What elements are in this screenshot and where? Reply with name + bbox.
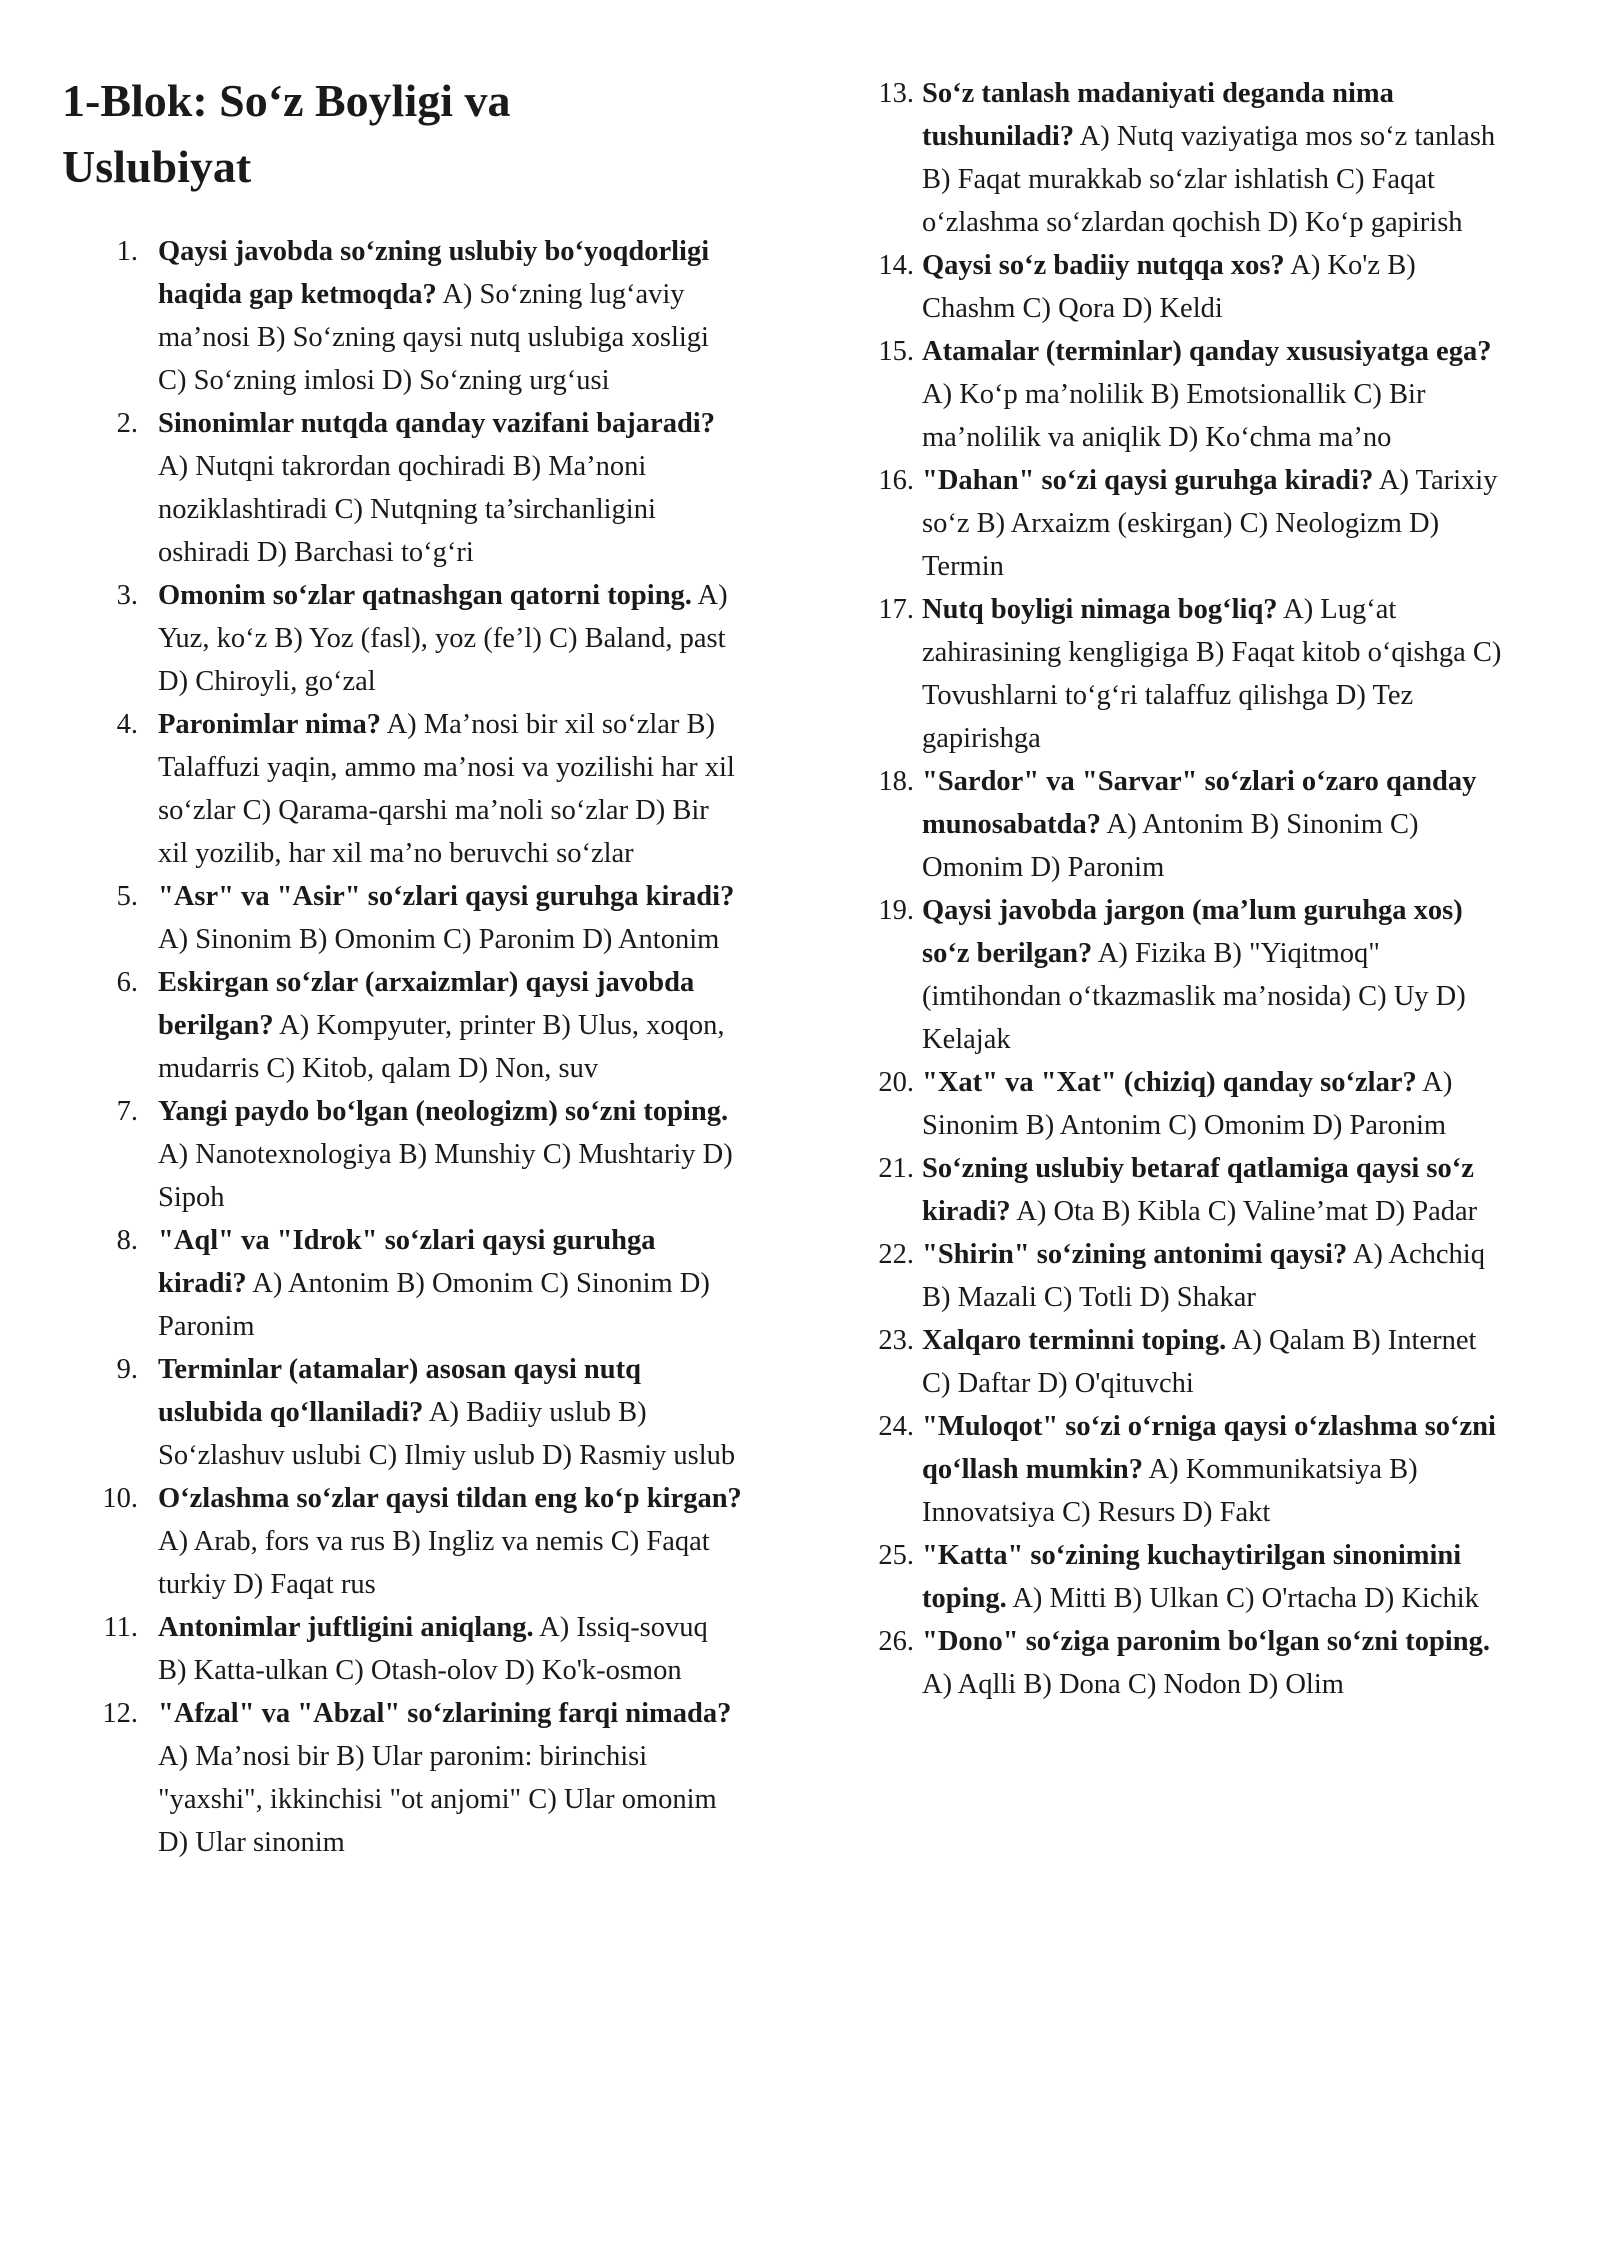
question-text: "Asr" va "Asir" so‘zlari qaysi guruhga kiradi? bbox=[158, 881, 735, 912]
question-options: A) Nutqni takrordan qochiradi B) Ma’noni noziklashtiradi C) Nutqning ta’sirchanligini oshiradi D) Barchasi to‘g‘ri bbox=[158, 451, 656, 568]
question-number: 17. bbox=[878, 594, 914, 625]
question-number: 16. bbox=[878, 465, 914, 496]
question-options: A) Ma’nosi bir xil so‘zlar B) Talaffuzi yaqin, ammo ma’nosi va yozilishi har xil so‘zlar C) Qarama-qarshi ma’noli so‘zlar D) Bir xil yozilib, har xil ma’no beruvchi so‘zlar bbox=[158, 709, 735, 869]
question-options: A) Nanotexnologiya B) Munshiy C) Mushtariy D) Sipoh bbox=[158, 1139, 733, 1213]
question-text: "Afzal" va "Abzal" so‘zlarining farqi nimada? bbox=[158, 1698, 732, 1729]
question-options: A) Aqlli B) Dona C) Nodon D) Olim bbox=[922, 1669, 1344, 1700]
question-options: A) So‘zning lug‘aviy ma’nosi B) So‘zning qaysi nutq uslubiga xosligi C) So‘zning imlosi D) So‘zning urg‘usi bbox=[158, 279, 709, 396]
question-options: A) Kompyuter, printer B) Ulus, xoqon, mudarris C) Kitob, qalam D) Non, suv bbox=[158, 1010, 725, 1084]
question-item bbox=[870, 1620, 1510, 1706]
question-item bbox=[62, 1477, 742, 1606]
question-item bbox=[62, 402, 742, 574]
question-text: Xalqaro terminni toping. bbox=[922, 1325, 1227, 1356]
question-list-left bbox=[62, 230, 742, 1864]
question-item bbox=[870, 1147, 1510, 1233]
question-item bbox=[870, 1319, 1510, 1405]
question-text: Yangi paydo bo‘lgan (neologizm) so‘zni toping. bbox=[158, 1096, 729, 1127]
right-column bbox=[870, 0, 1510, 1706]
question-text: Sinonimlar nutqda qanday vazifani bajaradi? bbox=[158, 408, 715, 439]
question-number: 22. bbox=[878, 1239, 914, 1270]
question-options: A) Mitti B) Ulkan C) O'rtacha D) Kichik bbox=[1012, 1583, 1479, 1614]
question-number: 5. bbox=[116, 881, 138, 912]
question-text: So‘z tanlash madaniyati deganda nima tushuniladi? bbox=[922, 78, 1394, 152]
question-text: "Muloqot" so‘zi o‘rniga qaysi o‘zlashma so‘zni qo‘llash mumkin? bbox=[922, 1411, 1496, 1485]
question-number: 13. bbox=[878, 78, 914, 109]
question-text: "Dono" so‘ziga paronim bo‘lgan so‘zni toping. bbox=[922, 1626, 1490, 1657]
question-options: A) Yuz, ko‘z B) Yoz (fasl), yoz (fe’l) C) Baland, past D) Chiroyli, go‘zal bbox=[158, 580, 728, 697]
question-options: A) Kommunikatsiya B) Innovatsiya C) Resurs D) Fakt bbox=[922, 1454, 1418, 1528]
question-item bbox=[62, 1348, 742, 1477]
question-options: A) Ma’nosi bir B) Ular paronim: birinchisi "yaxshi", ikkinchisi "ot anjomi" C) Ular omonim D) Ular sinonim bbox=[158, 1741, 717, 1858]
question-options: A) Qalam B) Internet C) Daftar D) O'qituvchi bbox=[922, 1325, 1477, 1399]
question-number: 10. bbox=[102, 1483, 138, 1514]
question-number: 14. bbox=[878, 250, 914, 281]
left-column bbox=[62, 0, 742, 1864]
question-options: A) Ko‘p ma’nolilik B) Emotsionallik C) Bir ma’nolilik va aniqlik D) Ko‘chma ma’no bbox=[922, 379, 1426, 453]
question-number: 15. bbox=[878, 336, 914, 367]
question-number: 7. bbox=[116, 1096, 138, 1127]
question-options: A) Nutq vaziyatiga mos so‘z tanlash B) Faqat murakkab so‘zlar ishlatish C) Faqat o‘zlashma so‘zlardan qochish D) Ko‘p gapirish bbox=[922, 121, 1496, 238]
question-text: Qaysi javobda so‘zning uslubiy bo‘yoqdorligi haqida gap ketmoqda? bbox=[158, 236, 710, 310]
question-item bbox=[870, 1534, 1510, 1620]
question-number: 9. bbox=[116, 1354, 138, 1385]
question-item bbox=[62, 703, 742, 875]
question-item bbox=[62, 230, 742, 402]
question-text: "Katta" so‘zining kuchaytirilgan sinonimini toping. bbox=[922, 1540, 1462, 1614]
question-number: 25. bbox=[878, 1540, 914, 1571]
question-item bbox=[62, 1606, 742, 1692]
question-item bbox=[870, 330, 1510, 459]
question-text: Omonim so‘zlar qatnashgan qatorni toping. bbox=[158, 580, 692, 611]
question-text: Nutq boyligi nimaga bog‘liq? bbox=[922, 594, 1278, 625]
question-item bbox=[870, 889, 1510, 1061]
question-text: O‘zlashma so‘zlar qaysi tildan eng ko‘p kirgan? bbox=[158, 1483, 742, 1514]
question-text: Eskirgan so‘zlar (arxaizmlar) qaysi javobda berilgan? bbox=[158, 967, 695, 1041]
question-item bbox=[870, 244, 1510, 330]
question-text: So‘zning uslubiy betaraf qatlamiga qaysi so‘z kiradi? bbox=[922, 1153, 1474, 1227]
question-number: 26. bbox=[878, 1626, 914, 1657]
question-options: A) Sinonim B) Omonim C) Paronim D) Antonim bbox=[158, 924, 720, 955]
question-number: 4. bbox=[116, 709, 138, 740]
question-options: A) Lug‘at zahirasining kengligiga B) Faqat kitob o‘qishga C) Tovushlarni to‘g‘ri talaffuz qilishga D) Tez gapirishga bbox=[922, 594, 1502, 754]
question-number: 8. bbox=[116, 1225, 138, 1256]
question-item bbox=[62, 1692, 742, 1864]
question-text: "Shirin" so‘zining antonimi qaysi? bbox=[922, 1239, 1348, 1270]
question-item bbox=[870, 1405, 1510, 1534]
question-item bbox=[62, 961, 742, 1090]
question-number: 23. bbox=[878, 1325, 914, 1356]
question-item bbox=[870, 1233, 1510, 1319]
question-item bbox=[62, 574, 742, 703]
question-text: "Xat" va "Xat" (chiziq) qanday so‘zlar? bbox=[922, 1067, 1417, 1098]
question-number: 21. bbox=[878, 1153, 914, 1184]
question-options: A) Ota B) Kibla C) Valine’mat D) Padar bbox=[1016, 1196, 1478, 1227]
question-options: A) Issiq-sovuq B) Katta-ulkan C) Otash-olov D) Ko'k-osmon bbox=[158, 1612, 708, 1686]
question-number: 6. bbox=[116, 967, 138, 998]
question-options: A) Achchiq B) Mazali C) Totli D) Shakar bbox=[922, 1239, 1485, 1313]
question-number: 3. bbox=[116, 580, 138, 611]
question-number: 18. bbox=[878, 766, 914, 797]
question-options: A) Fizika B) "Yiqitmoq" (imtihondan o‘tkazmaslik ma’nosida) C) Uy D) Kelajak bbox=[922, 938, 1466, 1055]
question-text: Paronimlar nima? bbox=[158, 709, 381, 740]
question-text: Antonimlar juftligini aniqlang. bbox=[158, 1612, 534, 1643]
question-text: "Sardor" va "Sarvar" so‘zlari o‘zaro qanday munosabatda? bbox=[922, 766, 1477, 840]
question-text: "Dahan" so‘zi qaysi guruhga kiradi? bbox=[922, 465, 1374, 496]
question-text: Terminlar (atamalar) asosan qaysi nutq uslubida qo‘llaniladi? bbox=[158, 1354, 641, 1428]
question-list-right bbox=[870, 72, 1510, 1706]
question-item bbox=[870, 459, 1510, 588]
question-options: A) Arab, fors va rus B) Ingliz va nemis C) Faqat turkiy D) Faqat rus bbox=[158, 1526, 710, 1600]
question-item bbox=[870, 1061, 1510, 1147]
question-text: "Aql" va "Idrok" so‘zlari qaysi guruhga kiradi? bbox=[158, 1225, 656, 1299]
question-text: Qaysi javobda jargon (ma’lum guruhga xos) so‘z berilgan? bbox=[922, 895, 1463, 969]
question-options: A) Antonim B) Sinonim C) Omonim D) Paronim bbox=[922, 809, 1419, 883]
question-item bbox=[870, 72, 1510, 244]
question-item bbox=[62, 1219, 742, 1348]
question-options: A) Badiiy uslub B) So‘zlashuv uslubi C) Ilmiy uslub D) Rasmiy uslub bbox=[158, 1397, 736, 1471]
question-number: 11. bbox=[103, 1612, 138, 1643]
question-number: 24. bbox=[878, 1411, 914, 1442]
question-text: Qaysi so‘z badiiy nutqqa xos? bbox=[922, 250, 1285, 281]
question-options: A) Tarixiy so‘z B) Arxaizm (eskirgan) C) Neologizm D) Termin bbox=[922, 465, 1498, 582]
question-options: A) Sinonim B) Antonim C) Omonim D) Paronim bbox=[922, 1067, 1453, 1141]
page-title: 1-Blok: So‘z Boyligi va Uslubiyat bbox=[62, 75, 511, 192]
question-options: A) Ko'z B) Chashm C) Qora D) Keldi bbox=[922, 250, 1416, 324]
question-number: 1. bbox=[116, 236, 138, 267]
question-text: Atamalar (terminlar) qanday xususiyatga ega? bbox=[922, 336, 1492, 367]
question-item bbox=[62, 875, 742, 961]
question-options: A) Antonim B) Omonim C) Sinonim D) Paronim bbox=[158, 1268, 710, 1342]
question-number: 20. bbox=[878, 1067, 914, 1098]
question-number: 12. bbox=[102, 1698, 138, 1729]
question-item bbox=[870, 760, 1510, 889]
question-item bbox=[870, 588, 1510, 760]
question-number: 2. bbox=[116, 408, 138, 439]
question-number: 19. bbox=[878, 895, 914, 926]
question-item bbox=[62, 1090, 742, 1219]
